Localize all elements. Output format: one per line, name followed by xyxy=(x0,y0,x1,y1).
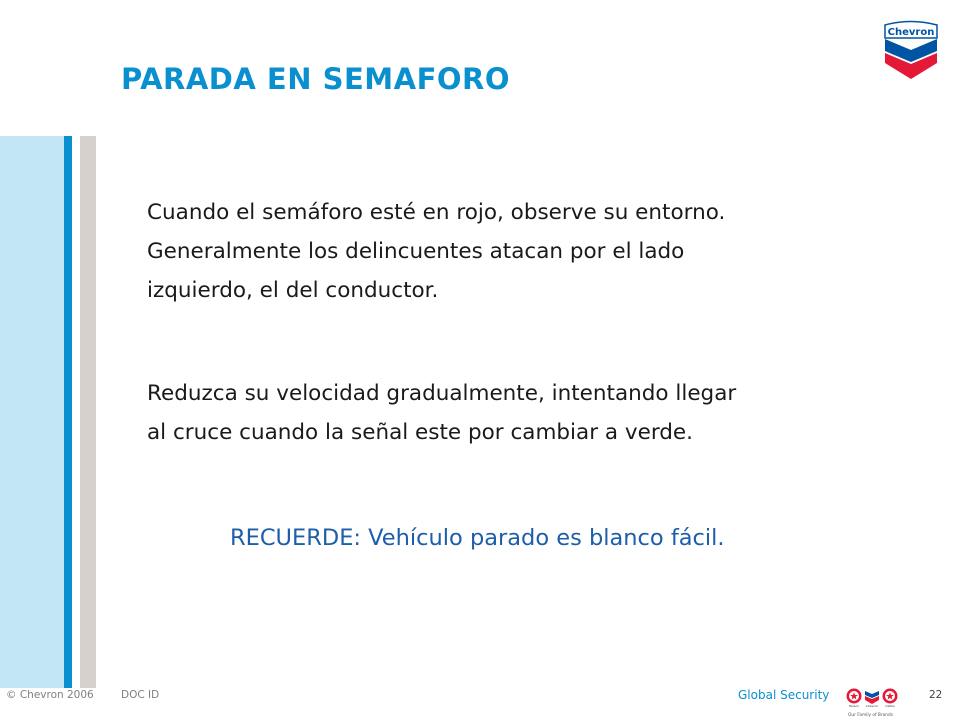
family-of-brands-text: Our Family of Brands xyxy=(848,713,893,718)
side-bar-blue xyxy=(64,136,72,688)
paragraph-reduce-speed xyxy=(147,374,887,452)
caltex-logo-icon xyxy=(883,689,898,704)
family-of-brands-logos xyxy=(845,686,913,718)
chevron-label: Chevron xyxy=(865,704,879,708)
paragraph-observe-surroundings xyxy=(147,193,887,310)
paragraph-line: Reduzca su velocidad gradualmente, intentando llegar xyxy=(147,381,737,406)
reminder-text: RECUERDE: Vehículo parado es blanco fácil. xyxy=(230,525,725,551)
paragraph-line: Generalmente los delincuentes atacan por el lado xyxy=(147,239,685,264)
footer-department: Global Security xyxy=(738,688,830,702)
footer-copyright: © Chevron 2006 xyxy=(6,689,94,701)
logo-wordmark: Chevron xyxy=(887,27,935,38)
caltex-label: Caltex xyxy=(885,704,895,708)
chevron-mini-icon xyxy=(865,691,879,704)
paragraph-line: al cruce cuando la señal este por cambiar a verde. xyxy=(147,420,693,445)
texaco-logo-icon xyxy=(847,689,862,704)
side-bar-light-blue xyxy=(0,136,64,688)
footer-doc-id: DOC ID xyxy=(121,689,160,701)
paragraph-line: izquierdo, el del conductor. xyxy=(147,278,439,303)
texaco-label: Texaco xyxy=(848,704,860,708)
page-number: 22 xyxy=(929,689,943,701)
chevron-logo xyxy=(883,19,939,81)
paragraph-line: Cuando el semáforo esté en rojo, observe su entorno. xyxy=(147,200,726,225)
slide-title: PARADA EN SEMAFORO xyxy=(121,62,511,96)
side-bar-gray xyxy=(80,136,96,688)
